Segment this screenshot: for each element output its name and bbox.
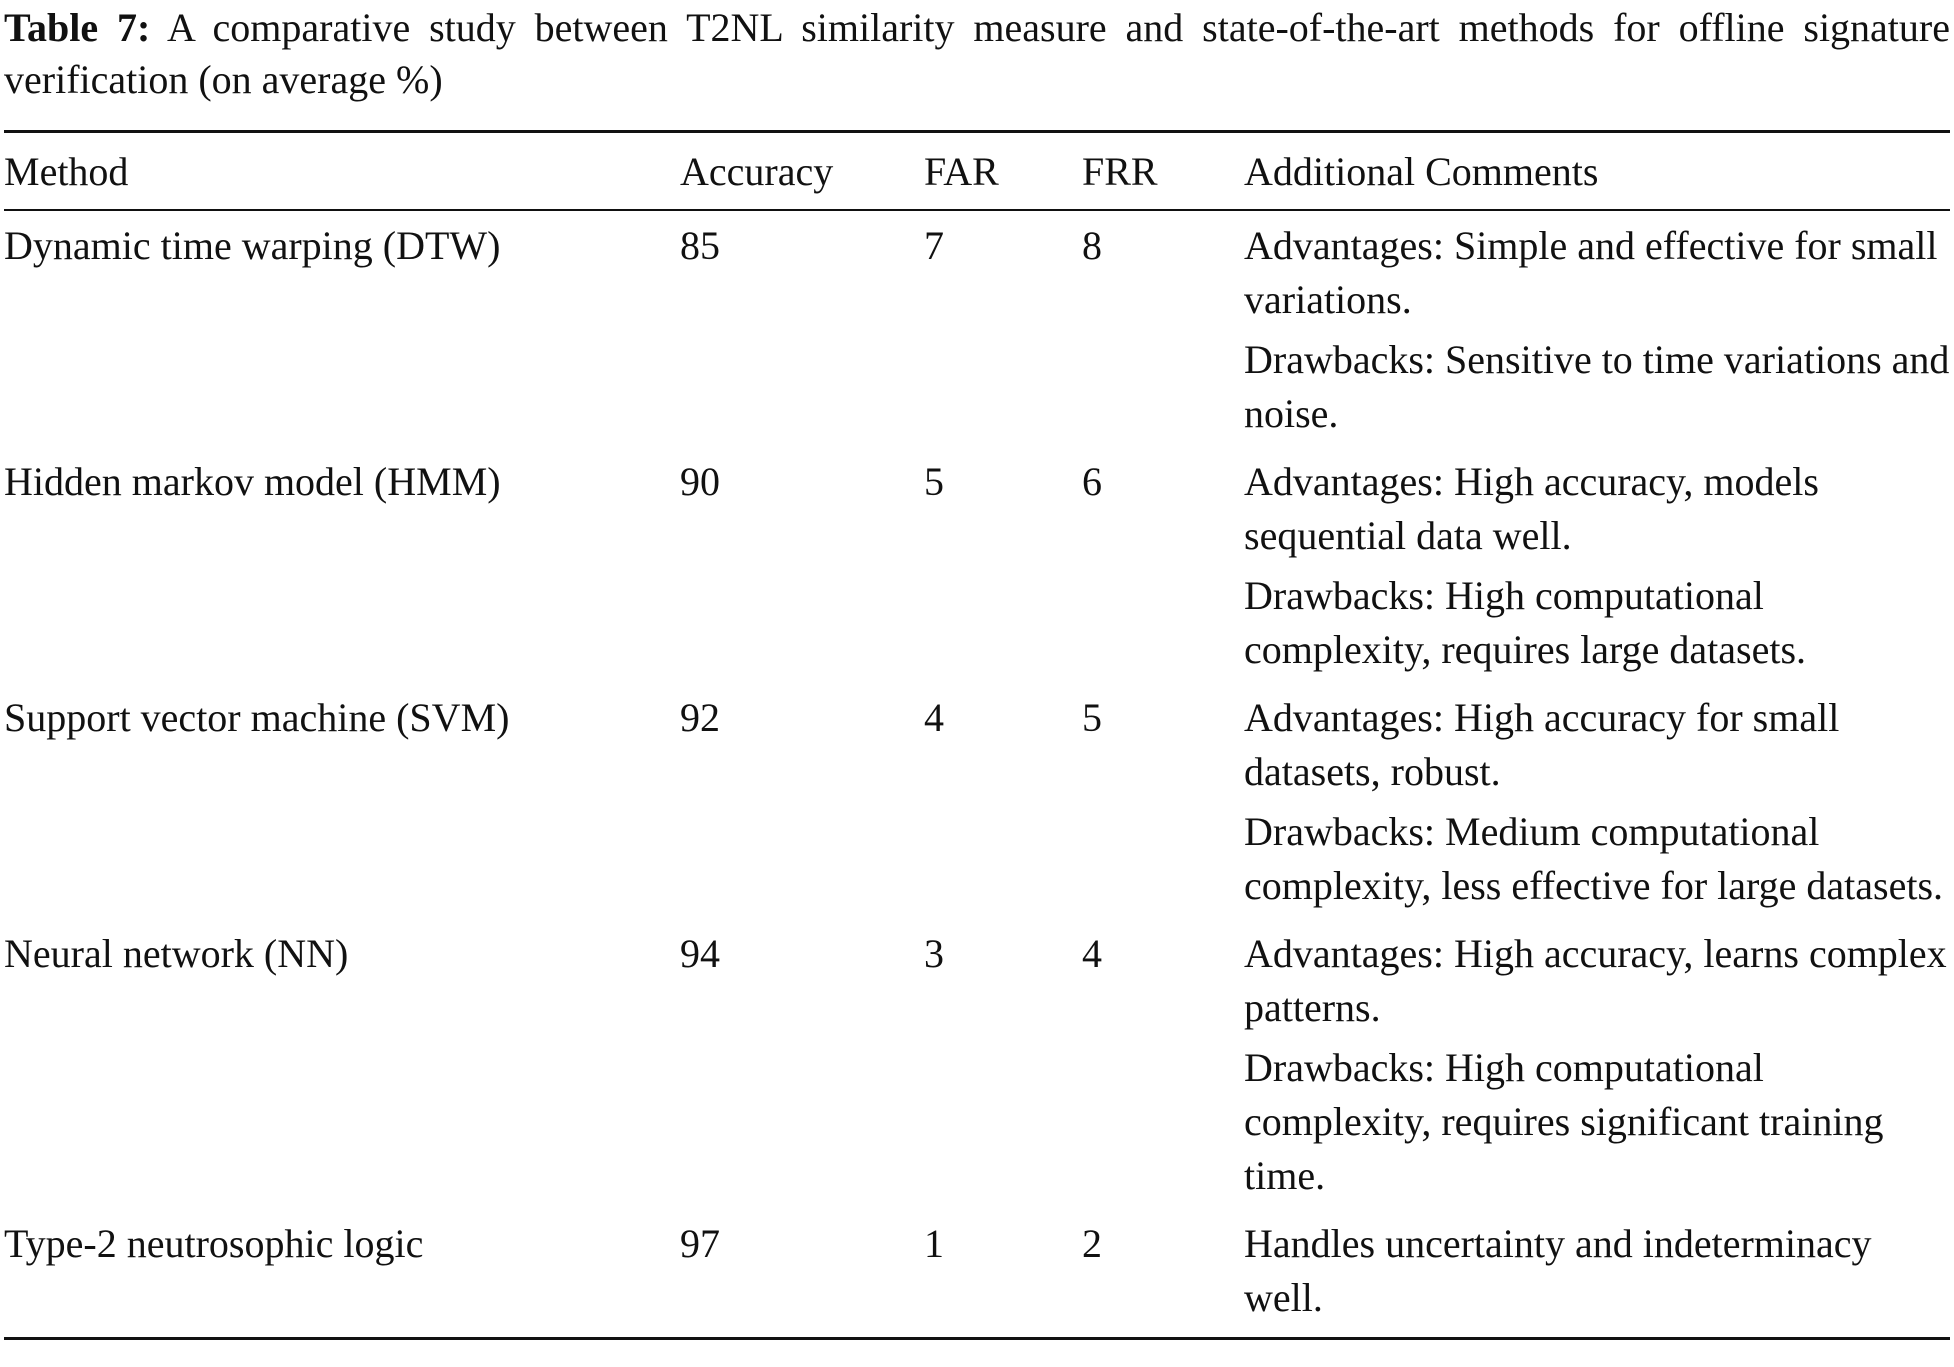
column-header-frr: FRR (1082, 149, 1158, 194)
method-cell: Type-2 neutrosophic logic (4, 1221, 424, 1266)
column-header-method: Method (4, 149, 129, 194)
method-cell: Dynamic time warping (DTW) (4, 223, 501, 268)
comments-cell (1244, 447, 1950, 683)
bottom-rule (4, 1337, 1950, 1340)
far-cell: 3 (924, 931, 944, 976)
far-cell: 1 (924, 1221, 944, 1266)
comments-cell (1244, 683, 1950, 919)
table-caption-text: A comparative study between T2NL similarity measure and state-of-the-art methods for offline signature verification (on average %) (4, 5, 1950, 102)
table-row (4, 447, 1950, 683)
table-caption (4, 2, 1950, 106)
method-cell: Support vector machine (SVM) (4, 695, 510, 740)
far-cell: 5 (924, 459, 944, 504)
comments-cell (1244, 211, 1950, 447)
table-row (4, 211, 1950, 447)
comparison-table (4, 133, 1950, 1337)
frr-cell: 4 (1082, 931, 1102, 976)
accuracy-cell: 94 (680, 931, 720, 976)
advantages-comment: Advantages: High accuracy, models sequential data well. (1244, 459, 1819, 558)
column-header-far: FAR (924, 149, 999, 194)
table-row (4, 919, 1950, 1209)
table-row (4, 1209, 1950, 1337)
table-figure (4, 0, 1950, 1340)
frr-cell: 6 (1082, 459, 1102, 504)
drawbacks-comment: Drawbacks: Medium computational complexity, less effective for large datasets. (1244, 809, 1944, 908)
comments-cell (1244, 1209, 1950, 1337)
far-cell: 4 (924, 695, 944, 740)
accuracy-cell: 85 (680, 223, 720, 268)
advantages-comment: Advantages: High accuracy, learns complex patterns. (1244, 931, 1947, 1030)
frr-cell: 8 (1082, 223, 1102, 268)
advantages-comment: Advantages: Simple and effective for small variations. (1244, 223, 1938, 322)
drawbacks-comment: Drawbacks: High computational complexity, requires significant training time. (1244, 1045, 1884, 1198)
frr-cell: 5 (1082, 695, 1102, 740)
column-header-accuracy: Accuracy (680, 149, 834, 194)
comment: Handles uncertainty and indeterminacy well. (1244, 1221, 1872, 1320)
accuracy-cell: 92 (680, 695, 720, 740)
accuracy-cell: 90 (680, 459, 720, 504)
method-cell: Hidden markov model (HMM) (4, 459, 501, 504)
frr-cell: 2 (1082, 1221, 1102, 1266)
table-caption-label: Table 7: (4, 5, 151, 50)
advantages-comment: Advantages: High accuracy for small datasets, robust. (1244, 695, 1840, 794)
drawbacks-comment: Drawbacks: High computational complexity, requires large datasets. (1244, 573, 1807, 672)
comments-cell (1244, 919, 1950, 1209)
column-header-comments: Additional Comments (1244, 149, 1599, 194)
accuracy-cell: 97 (680, 1221, 720, 1266)
far-cell: 7 (924, 223, 944, 268)
table-row (4, 683, 1950, 919)
drawbacks-comment: Drawbacks: Sensitive to time variations and noise. (1244, 337, 1950, 436)
method-cell: Neural network (NN) (4, 931, 349, 976)
header-row (4, 133, 1950, 209)
